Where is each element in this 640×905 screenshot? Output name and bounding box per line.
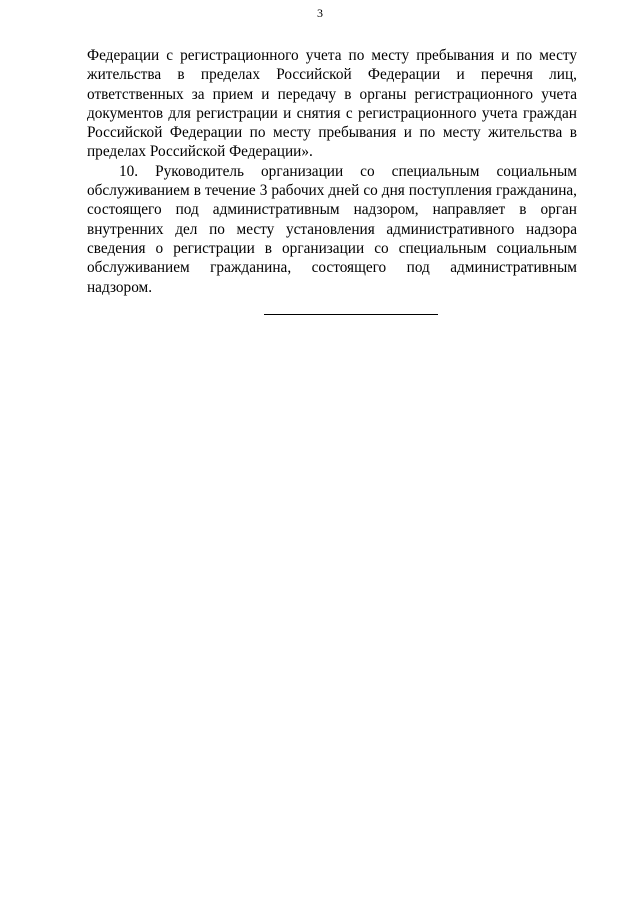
document-body (87, 46, 577, 297)
paragraph-item-10: 10. Руководитель организации со специальным социальным обслуживанием в течение 3 рабочих дней со дня поступления гражданина, состоящего под административным надзором, направляет в орган внутренних дел по месту установления административного надзора сведения о регистрации в организации со специальным социальным обслуживанием гражданина, состоящего под административным надзором. (87, 162, 577, 296)
paragraph-continuation: Федерации с регистрационного учета по месту пребывания и по месту жительства в пределах Российской Федерации и перечня лиц, ответственных за прием и передачу в органы регистрационного учета документов для регистрации и снятия с регистрационного учета граждан Российской Федерации по месту пребывания и по месту жительства в пределах Российской Федерации». (87, 47, 577, 161)
end-separator-line (264, 314, 438, 315)
page-number: 3 (317, 6, 323, 20)
